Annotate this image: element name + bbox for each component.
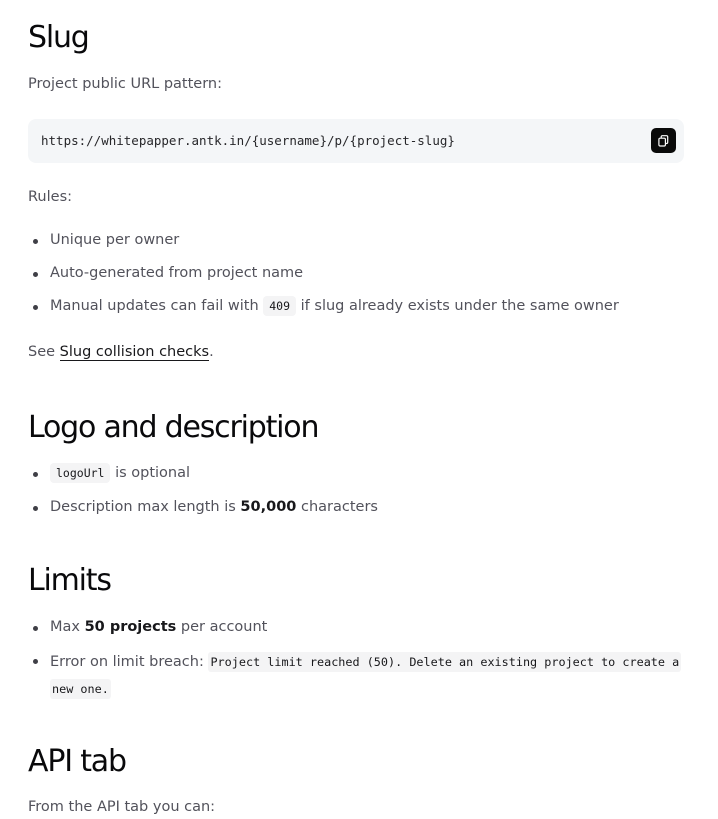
limits-list	[28, 616, 688, 703]
limits-item1-before: Max	[50, 619, 80, 635]
list-item	[28, 295, 688, 318]
url-pattern-code: https://whitepapper.antk.in/{username}/p/{project-slug}	[41, 133, 455, 148]
logo-list	[28, 462, 688, 519]
list-item: Unique per owner	[28, 229, 688, 262]
slug-intro: Project public URL pattern:	[28, 76, 222, 92]
rule3-text-after: if slug already exists under the same owner	[300, 298, 619, 314]
logo-heading: Logo and description	[28, 410, 319, 445]
list-item	[28, 496, 688, 519]
see-also	[28, 341, 214, 364]
limits-item2-label: Error on limit breach:	[50, 654, 204, 670]
limits-heading: Limits	[28, 563, 111, 598]
copy-icon	[658, 135, 669, 147]
api-heading: API tab	[28, 744, 126, 779]
limits-item1-after: per account	[180, 619, 268, 635]
description-max-length: 50,000	[240, 499, 297, 515]
list-item	[28, 616, 688, 649]
see-suffix: .	[209, 344, 214, 360]
logo-item2-before: Description max length is	[50, 499, 236, 515]
logo-item2-after: characters	[301, 499, 378, 515]
status-code-409: 409	[263, 296, 296, 316]
list-item: Auto-generated from project name	[28, 262, 688, 295]
max-projects: 50 projects	[84, 619, 177, 635]
rule3-text-before: Manual updates can fail with	[50, 298, 259, 314]
list-item	[28, 649, 688, 703]
slug-heading: Slug	[28, 20, 89, 55]
limit-error-message: Project limit reached (50). Delete an existing project to create a new one.	[50, 652, 681, 699]
rules-label: Rules:	[28, 189, 73, 205]
rules-list	[28, 229, 688, 318]
slug-collision-link[interactable]: Slug collision checks	[59, 344, 210, 360]
copy-button[interactable]	[651, 128, 676, 153]
api-intro: From the API tab you can:	[28, 799, 216, 815]
list-item	[28, 462, 688, 496]
see-prefix: See	[28, 344, 56, 360]
logo-item1-text: is optional	[115, 465, 191, 481]
url-code-block	[28, 119, 684, 163]
logo-url-code: logoUrl	[50, 463, 110, 483]
